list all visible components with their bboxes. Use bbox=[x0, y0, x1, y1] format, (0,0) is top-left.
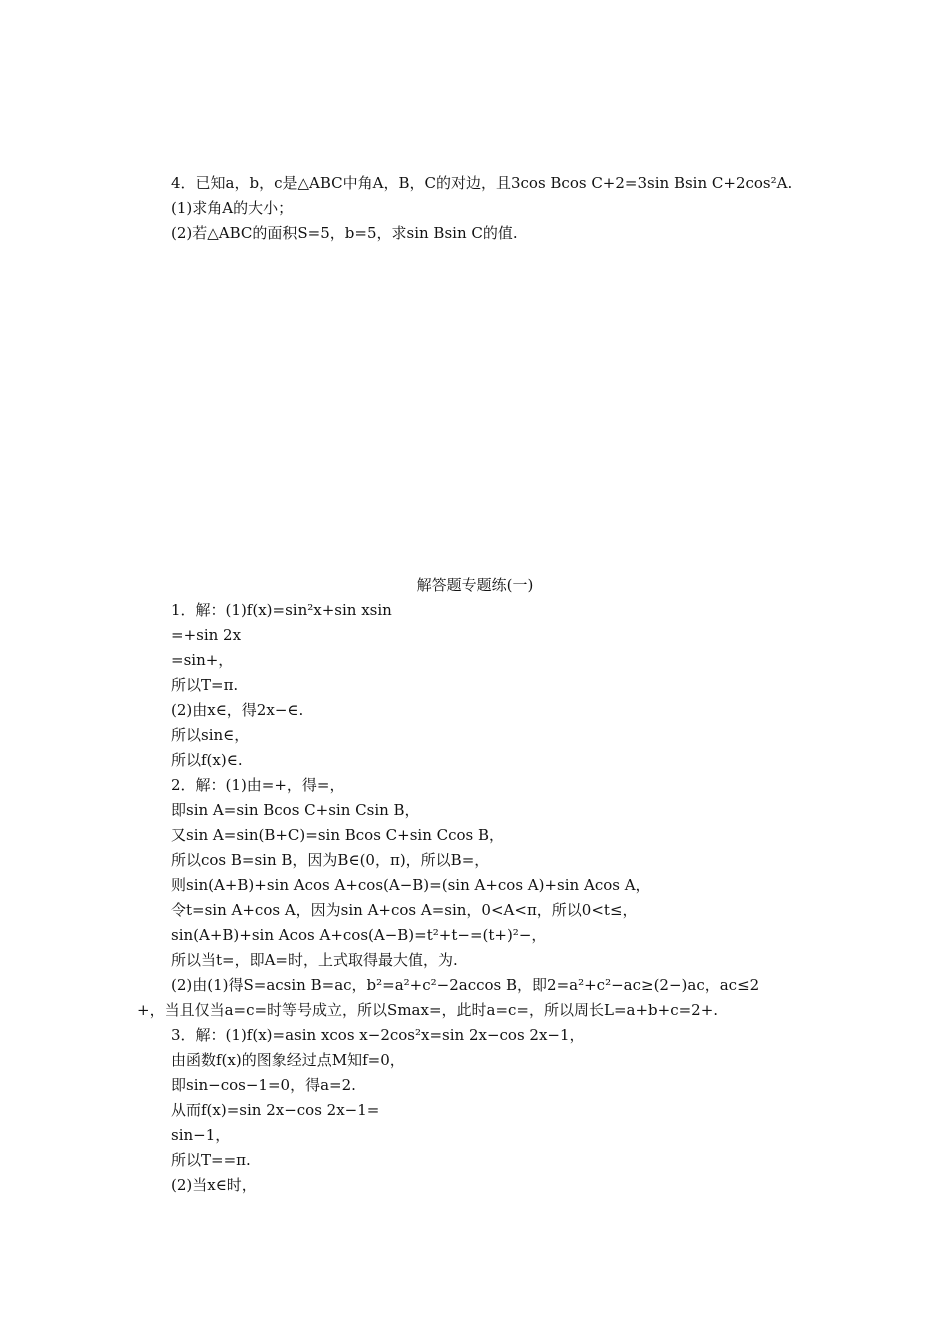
solution-line: 即sin−cos−1=0，得a=2. bbox=[171, 1076, 356, 1094]
solution-line: 则sin(A+B)+sin Acos A+cos(A−B)=(sin A+cos A)+sin Acos A， bbox=[171, 876, 651, 894]
problem-4-part-1: (1)求角A的大小； bbox=[171, 199, 294, 217]
solution-line: (2)由(1)得S=acsin B=ac，b²=a²+c²−2accos B，即2=a²+c²−ac≥(2−)ac，ac≤2 bbox=[171, 976, 760, 994]
solution-line: (2)由x∈，得2x−∈. bbox=[171, 701, 304, 719]
solution-line: 从而f(x)=sin 2x−cos 2x−1= bbox=[171, 1101, 380, 1119]
solution-line: 所以当t=，即A=时，上式取得最大值，为. bbox=[171, 951, 458, 969]
solution-line: 令t=sin A+cos A，因为sin A+cos A=sin，0<A<π，所以0<t≤， bbox=[171, 901, 638, 919]
solution-line: 又sin A=sin(B+C)=sin Bcos C+sin Ccos B， bbox=[171, 826, 505, 844]
solution-line: sin−1， bbox=[171, 1126, 231, 1144]
problem-4-part-2: (2)若△ABC的面积S=5，b=5，求sin Bsin C的值. bbox=[171, 224, 518, 242]
solution-line: sin(A+B)+sin Acos A+cos(A−B)=t²+t−=(t+)²−， bbox=[171, 926, 547, 944]
solution-line: 2．解：(1)由=+，得=， bbox=[171, 776, 345, 794]
solution-line: 所以f(x)∈. bbox=[171, 751, 243, 769]
section-title: 解答题专题练(一) bbox=[416, 576, 534, 594]
solution-line: 即sin A=sin Bcos C+sin Csin B， bbox=[171, 801, 420, 819]
solution-line: 所以cos B=sin B，因为B∈(0，π)，所以B=， bbox=[171, 851, 490, 869]
problem-4-statement: 4．已知a，b，c是△ABC中角A，B，C的对边，且3cos Bcos C+2=3sin Bsin C+2cos²A. bbox=[171, 174, 793, 192]
solution-line: =sin+， bbox=[171, 651, 234, 669]
solution-line: 3．解：(1)f(x)=asin xcos x−2cos²x=sin 2x−cos 2x−1， bbox=[171, 1026, 585, 1044]
solution-line: =+sin 2x bbox=[171, 626, 242, 644]
solution-line: 1．解：(1)f(x)=sin²x+sin xsin bbox=[171, 601, 392, 619]
solution-line: (2)当x∈时， bbox=[171, 1176, 257, 1194]
solution-line: 所以T=π. bbox=[171, 676, 239, 694]
solution-line: 由函数f(x)的图象经过点M知f=0， bbox=[171, 1051, 405, 1069]
solution-line: 所以sin∈， bbox=[171, 726, 250, 744]
solution-line: 所以T==π. bbox=[171, 1151, 251, 1169]
solution-line: +，当且仅当a=c=时等号成立，所以Smax=，此时a=c=，所以周长L=a+b+c=2+. bbox=[137, 1001, 719, 1019]
